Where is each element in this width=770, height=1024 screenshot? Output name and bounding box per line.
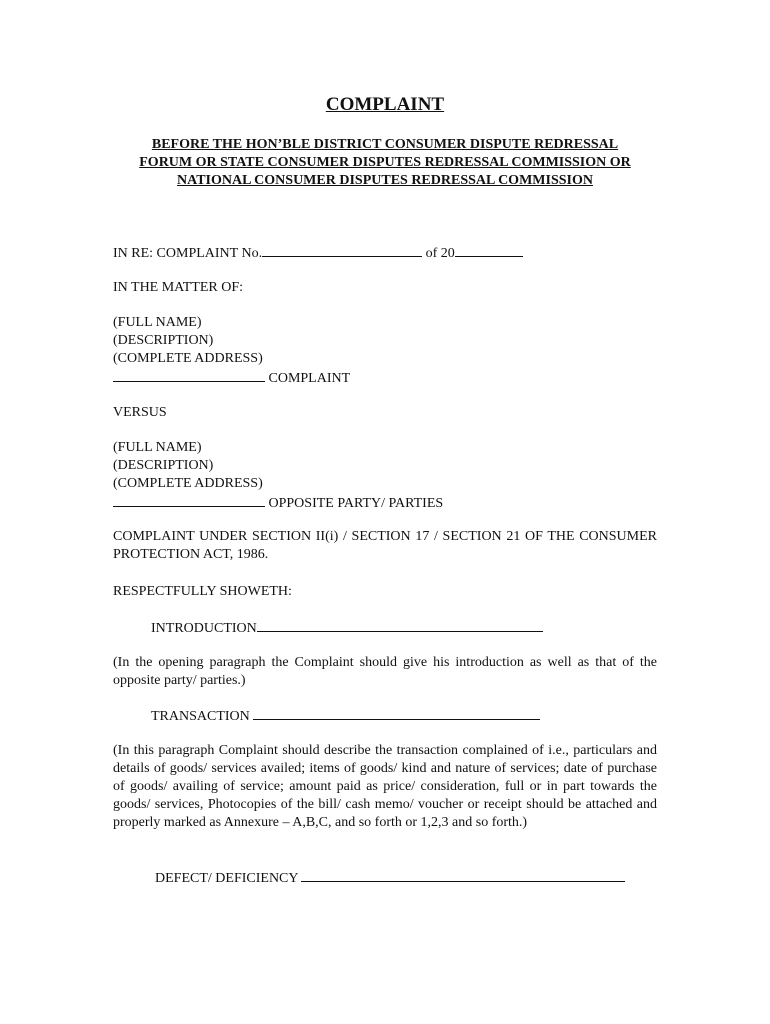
- matter-label: IN THE MATTER OF:: [113, 280, 244, 295]
- opposite-name-blank[interactable]: [113, 493, 265, 507]
- complainant-role-line: [113, 368, 350, 388]
- complainant-description: (DESCRIPTION): [113, 333, 214, 348]
- opposite-full-name: (FULL NAME): [113, 440, 202, 455]
- of-label: of 20: [425, 246, 455, 261]
- document-title: COMPLAINT: [325, 94, 445, 115]
- introduction-note: (In the opening paragraph the Complaint should give his introduction as well as that of the opposite party/ parties.): [113, 655, 657, 688]
- complainant-name-blank[interactable]: [113, 368, 265, 382]
- defect-blank[interactable]: [301, 868, 625, 882]
- transaction-line: [151, 706, 540, 726]
- opposite-address: (COMPLETE ADDRESS): [113, 476, 263, 491]
- transaction-blank[interactable]: [253, 706, 540, 720]
- introduction-blank[interactable]: [257, 618, 543, 632]
- defect-line: [155, 868, 625, 888]
- forum-heading-line-1: BEFORE THE HON’BLE DISTRICT CONSUMER DISPUTE REDRESSAL: [151, 137, 619, 152]
- complainant-full-name: (FULL NAME): [113, 315, 202, 330]
- forum-heading-line-2: FORUM OR STATE CONSUMER DISPUTES REDRESSAL COMMISSION OR: [139, 155, 631, 170]
- complaint-under-section: COMPLAINT UNDER SECTION II(i) / SECTION 17 / SECTION 21 OF THE CONSUMER PROTECTION ACT, 1986.: [113, 529, 657, 562]
- complaint-number-blank[interactable]: [262, 243, 422, 257]
- forum-heading-line-3: NATIONAL CONSUMER DISPUTES REDRESSAL COMMISSION: [177, 173, 593, 188]
- opposite-description: (DESCRIPTION): [113, 458, 214, 473]
- versus-label: VERSUS: [113, 405, 167, 420]
- opposite-role: OPPOSITE PARTY/ PARTIES: [268, 496, 444, 511]
- introduction-line: [151, 618, 543, 638]
- defect-label: DEFECT/ DEFICIENCY: [155, 871, 298, 886]
- complainant-role: COMPLAINT: [268, 371, 351, 386]
- introduction-label: INTRODUCTION: [151, 621, 257, 636]
- year-blank[interactable]: [455, 243, 523, 257]
- opposite-role-line: [113, 493, 443, 513]
- in-re-label: IN RE: COMPLAINT No.: [113, 246, 263, 261]
- complaint-number-line: [113, 243, 523, 263]
- forum-heading: [100, 136, 670, 190]
- transaction-label: TRANSACTION: [151, 709, 250, 724]
- complainant-address: (COMPLETE ADDRESS): [113, 351, 263, 366]
- respectfully-showeth: RESPECTFULLY SHOWETH:: [113, 584, 292, 599]
- transaction-note: (In this paragraph Complaint should describe the transaction complained of i.e., particulars and details of goods/ services availed; items of goods/ kind and nature of services; date of purchase of goods/ availing of service; amount paid as price/ consideration, full or in part towards the goods/ services, Photocopies of the bill/ cash memo/ voucher or receipt should be attached and properly marked as Annexure – A,B,C, and so forth or 1,2,3 and so forth.): [113, 743, 657, 830]
